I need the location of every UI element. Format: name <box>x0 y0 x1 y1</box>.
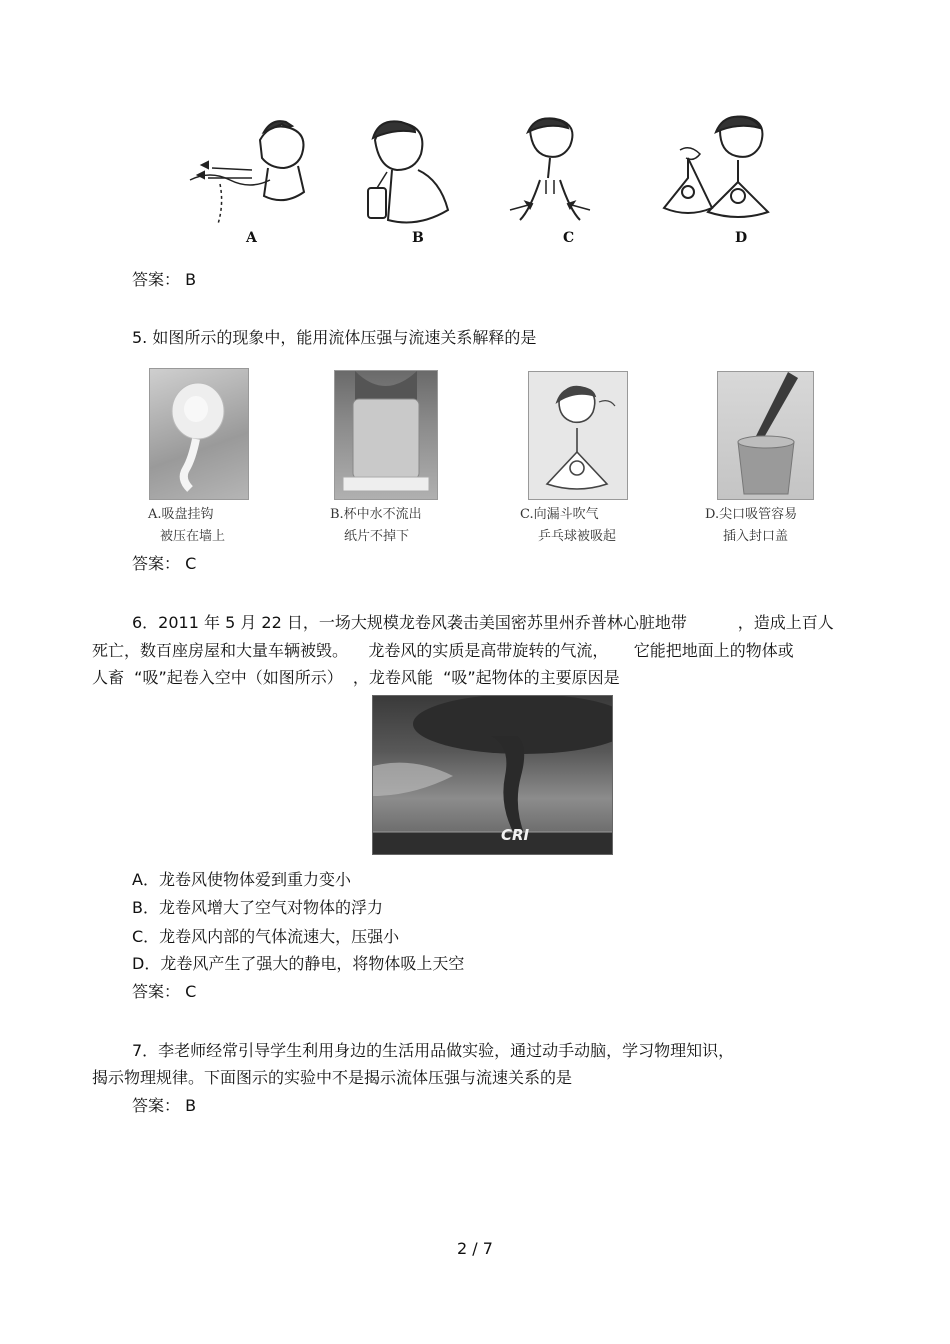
q5-caption-d-line2: 插入封口盖 <box>723 529 789 544</box>
q7-answer: 答案： B <box>132 1096 197 1115</box>
q5-caption-a-line2: 被压在墙上 <box>160 529 226 544</box>
q6-option-c: C．龙卷风内部的气体流速大，压强小 <box>132 927 400 946</box>
top-figure-label-a: A <box>246 230 257 246</box>
q5-photo-c <box>528 371 628 500</box>
q5-photo-a <box>149 368 249 500</box>
q5-photo-d <box>717 371 814 500</box>
q5-caption-b-line2: 纸片不掉下 <box>344 529 410 544</box>
q5-answer: 答案： C <box>132 554 197 573</box>
top-figure-label-b: B <box>412 230 424 246</box>
top-figure-label-d: D <box>735 230 748 246</box>
q6-question-line3: 人畜 “吸”起卷入空中（如图所示） ，龙卷风能 “吸”起物体的主要原因是 <box>92 668 620 687</box>
q6-option-b: B．龙卷风增大了空气对物体的浮力 <box>132 898 383 917</box>
q5-photo-b <box>334 370 438 500</box>
top-figure-label-c: C <box>563 230 575 246</box>
q7-question-line1: 7．李老师经常引导学生利用身边的生活用品做实验，通过动手动脑，学习物理知识， <box>132 1041 735 1060</box>
q5-caption-d <box>705 504 797 548</box>
q5-caption-c-line1: C.向漏斗吹气 <box>520 507 599 522</box>
q6-option-a: A．龙卷风使物体爱到重力变小 <box>132 870 351 889</box>
q5-caption-a-line1: A.吸盘挂钩 <box>148 507 214 522</box>
q5-caption-c-line2: 乒乓球被吸起 <box>538 529 617 544</box>
q6-question-line2: 死亡，数百座房屋和大量车辆被毁。 龙卷风的实质是高带旋转的气流， 它能把地面上的物体或 <box>92 641 794 660</box>
funnel-blow-image <box>529 372 627 499</box>
page-number: 2 / 7 <box>457 1239 493 1258</box>
q5-caption-d-line1: D.尖口吸管容易 <box>705 507 798 522</box>
q7-question-line2: 揭示物理规律。下面图示的实验中不是揭示流体压强与流速关系的是 <box>92 1068 573 1087</box>
q5-caption-a <box>148 504 225 548</box>
q4-answer: 答案： B <box>132 270 197 289</box>
tornado-image <box>373 696 612 854</box>
q5-caption-b <box>330 504 422 548</box>
q5-caption-c <box>520 504 616 548</box>
straw-lid-image <box>718 372 813 499</box>
q6-question-line1: 6．2011 年 5 月 22 日，一场大规模龙卷风袭击美国密苏里州乔普林心脏地带 ，造成上百人 <box>132 613 834 632</box>
suction-hook-image <box>150 369 248 499</box>
top-figure <box>160 110 800 260</box>
cup-card-image <box>335 371 437 499</box>
q6-answer: 答案： C <box>132 982 197 1001</box>
q5-caption-b-line1: B.杯中水不流出 <box>330 507 422 522</box>
q6-option-d: D．龙卷风产生了强大的静电，将物体吸上天空 <box>132 954 465 973</box>
q6-tornado-photo <box>372 695 613 855</box>
q5-question: 5. 如图所示的现象中，能用流体压强与流速关系解释的是 <box>132 328 537 347</box>
cri-logo: CRI <box>501 826 530 844</box>
